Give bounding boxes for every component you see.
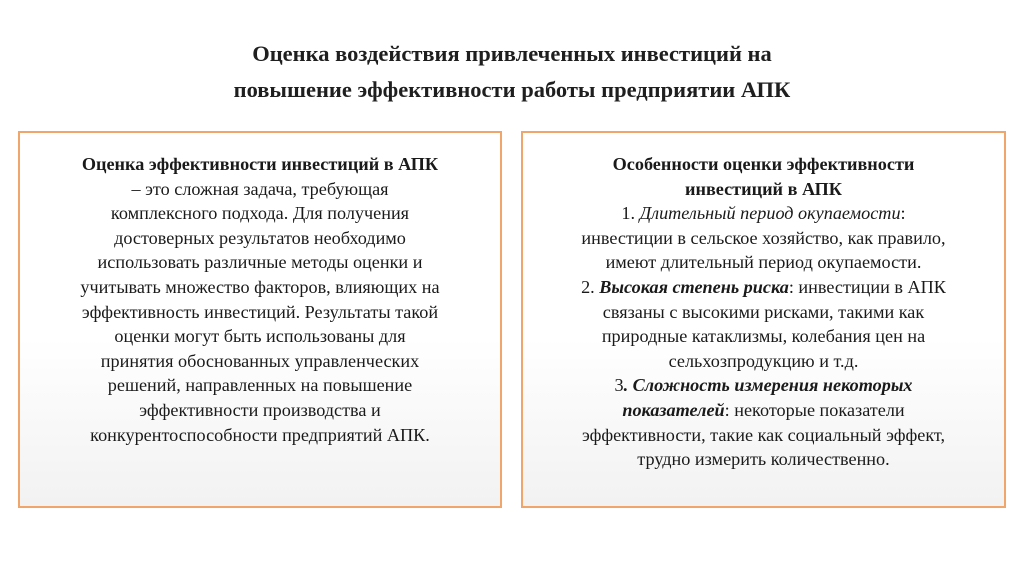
feature-item-2-line: сельхозпродукцию и т.д. xyxy=(668,350,859,371)
left-box-text xyxy=(20,133,500,447)
feature-item-3-number: 3 xyxy=(614,375,624,396)
left-box-line: использовать различные методы оценки и xyxy=(97,252,423,273)
feature-item-3-header xyxy=(531,373,996,398)
feature-item-3-line: эффективности, такие как социальный эффект, xyxy=(581,424,946,445)
slide-title-line-1: Оценка воздействия привлеченных инвестиций на xyxy=(252,41,772,66)
slide-title xyxy=(0,36,1024,108)
left-box-line: эффективность инвестиций. Результаты такой xyxy=(81,301,439,322)
feature-item-2-term: Высокая степень риска xyxy=(599,276,789,297)
feature-item-1-term: Длительный период окупаемости xyxy=(639,203,901,224)
feature-item-1-number: 1. xyxy=(621,203,640,224)
right-box-heading-line-2: инвестиций в АПК xyxy=(685,178,842,199)
feature-item-3-term-part-1: . Сложность измерения некоторых xyxy=(623,375,913,396)
feature-item-2-header xyxy=(531,275,996,300)
feature-item-1-header xyxy=(531,201,996,226)
feature-item-1-colon: : xyxy=(900,203,906,224)
left-box-line: эффективности производства и xyxy=(139,399,381,420)
left-box-heading: Оценка эффективности инвестиций в АПК xyxy=(81,154,439,174)
left-box-line: решений, направленных на повышение xyxy=(107,375,413,396)
slide-title-line-2: повышение эффективности работы предприятии АПК xyxy=(233,77,791,102)
right-box-heading-line-1: Особенности оценки эффективности xyxy=(612,154,915,174)
left-box-line: принятия обоснованных управленческих xyxy=(100,350,420,371)
right-info-box xyxy=(521,131,1006,508)
left-box-line: комплексного подхода. Для получения xyxy=(110,203,410,224)
feature-item-3-line: трудно измерить количественно. xyxy=(637,449,890,470)
left-box-line: учитывать множество факторов, влияющих на xyxy=(80,276,440,297)
feature-item-1-line: имеют длительный период окупаемости. xyxy=(605,252,922,273)
feature-item-2-line: природные катаклизмы, колебания цен на xyxy=(601,326,926,347)
left-box-line: оценки могут быть использованы для xyxy=(114,326,406,347)
feature-item-1-line: инвестиции в сельское хозяйство, как правило, xyxy=(581,227,946,248)
left-info-box xyxy=(18,131,502,508)
left-box-line: достоверных результатов необходимо xyxy=(114,227,406,248)
left-box-line: конкурентоспособности предприятий АПК. xyxy=(90,424,430,445)
feature-item-2-after: : инвестиции в АПК xyxy=(788,276,946,297)
left-box-line: – это сложная задача, требующая xyxy=(131,178,389,199)
feature-item-3-header-cont xyxy=(531,398,996,423)
right-box-text xyxy=(523,133,1004,472)
feature-item-2-number: 2. xyxy=(581,276,600,297)
feature-item-2-line: связаны с высокими рисками, такими как xyxy=(602,301,925,322)
feature-item-3-term-part-2: показателей xyxy=(622,399,725,420)
feature-item-3-after: : некоторые показатели xyxy=(724,399,905,420)
